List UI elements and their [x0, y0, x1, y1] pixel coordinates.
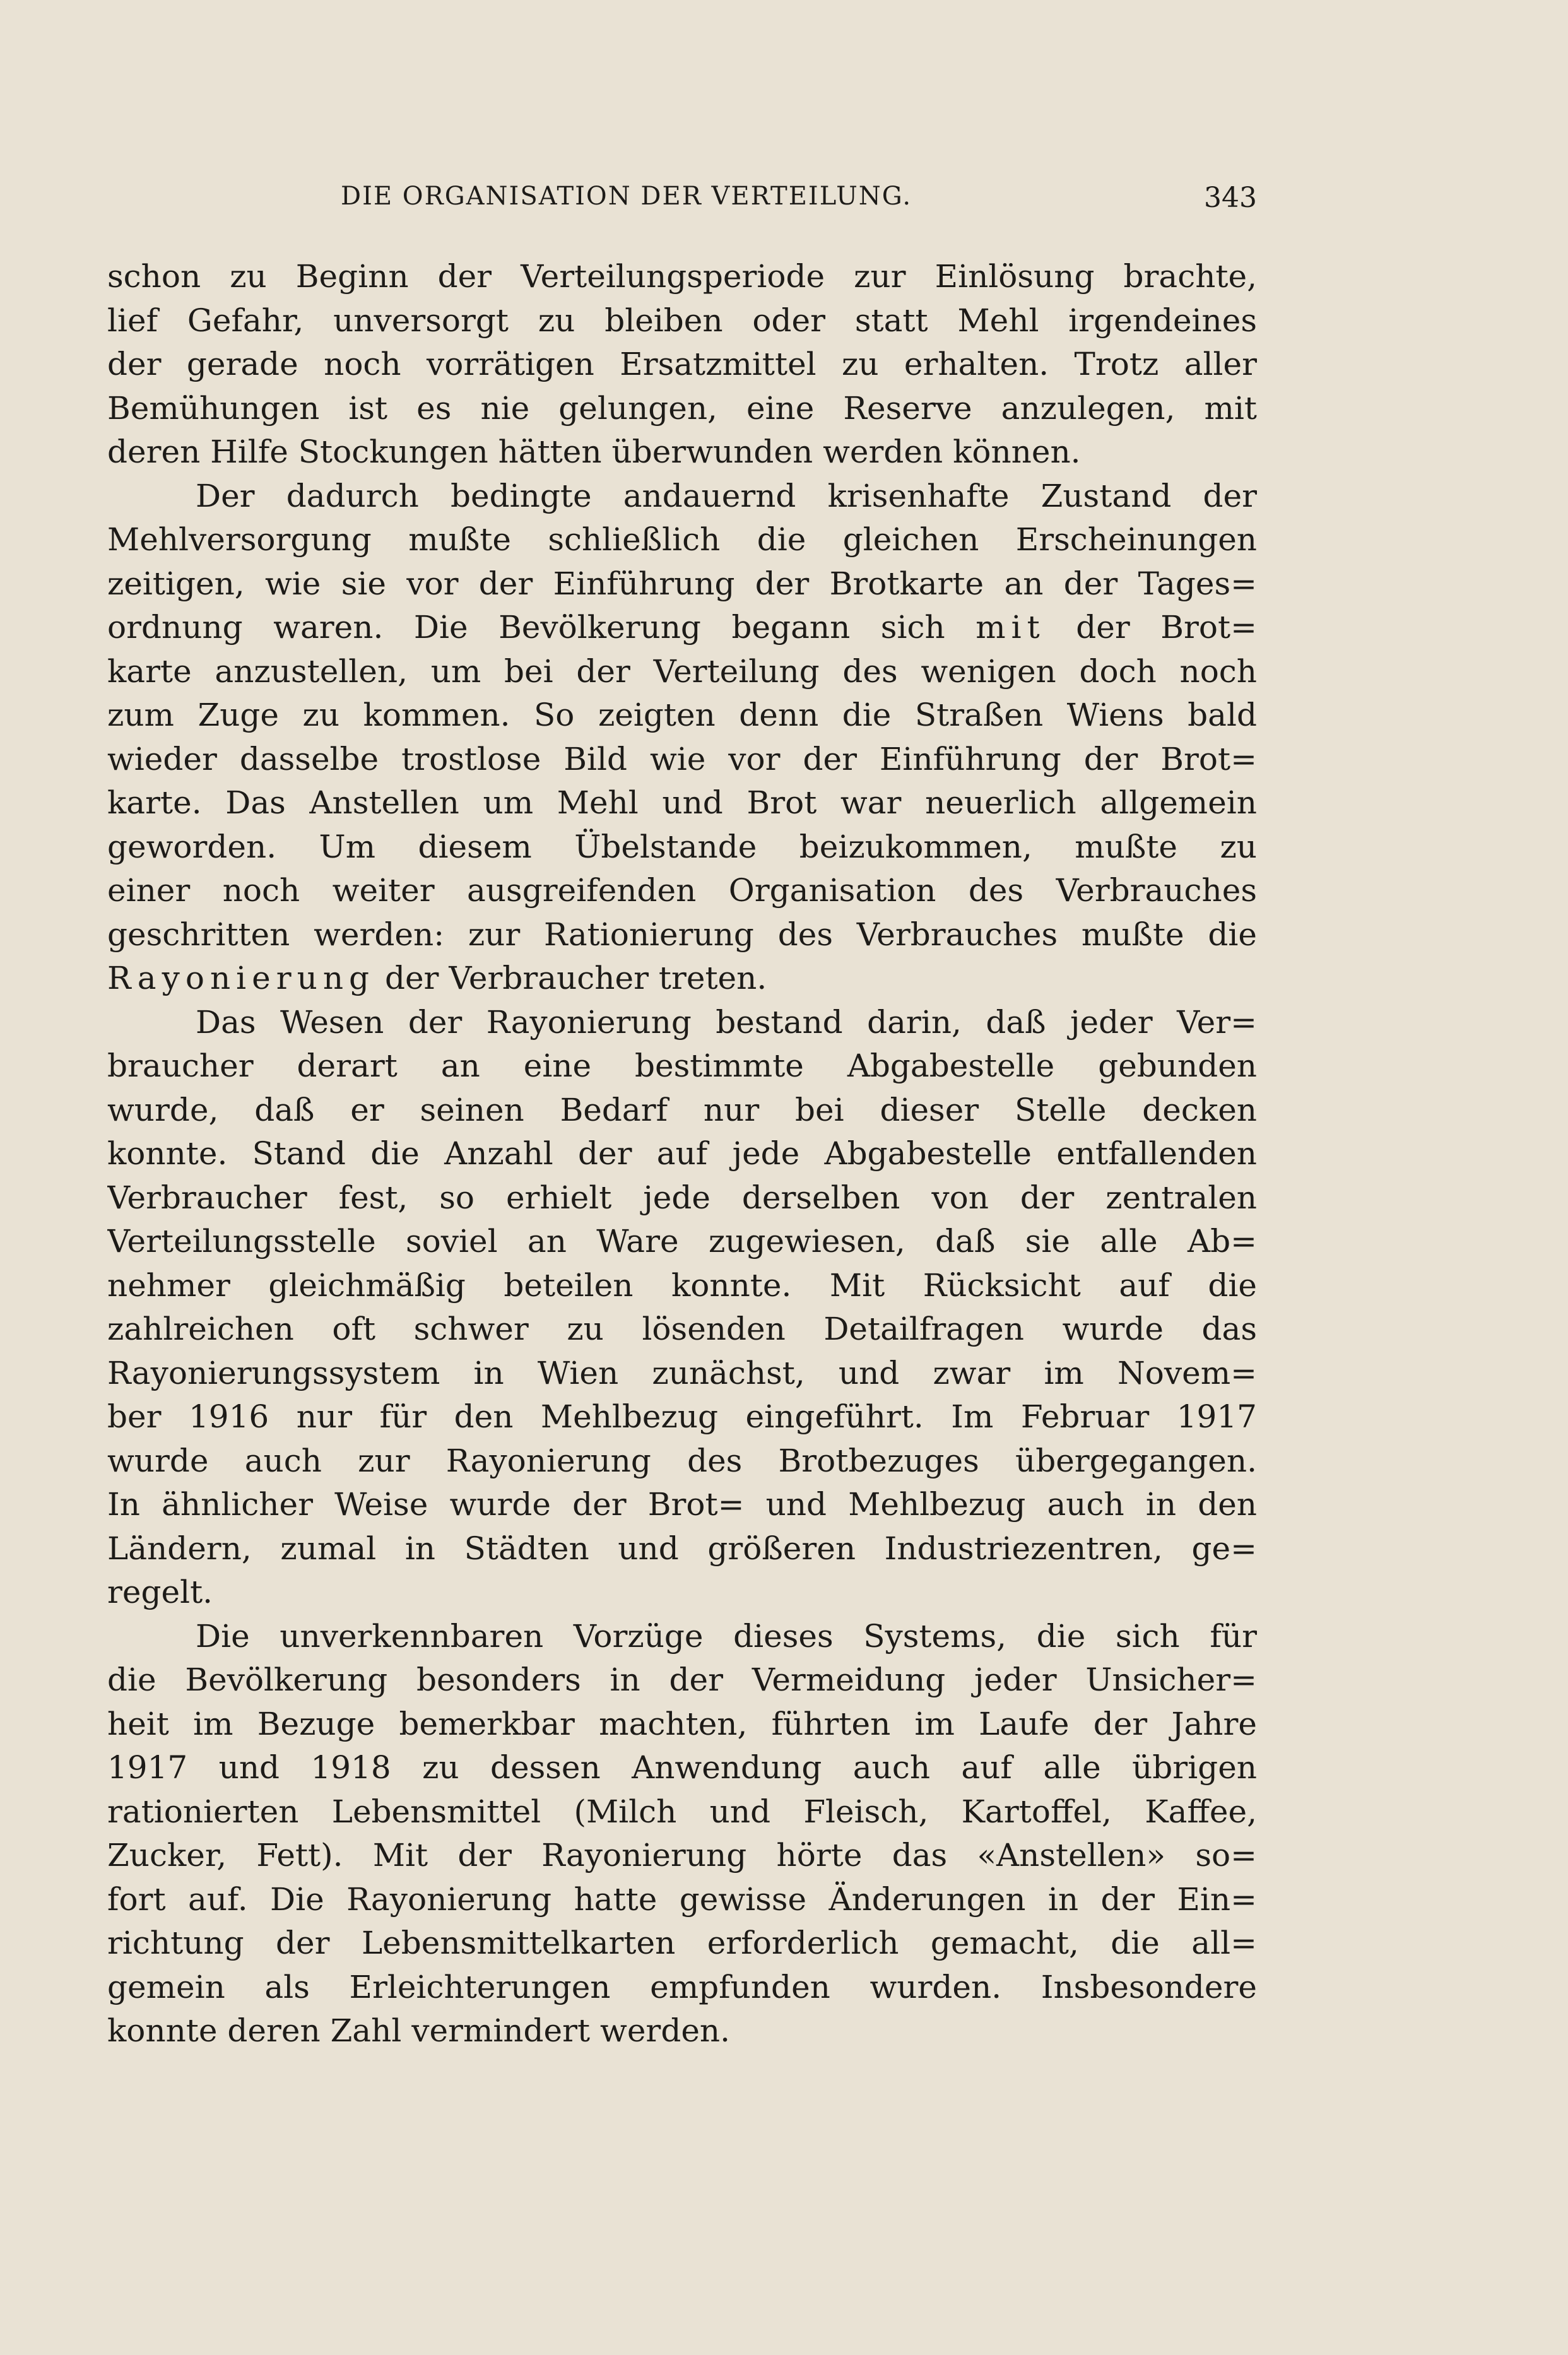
text-line: Die unverkennbaren Vorzüge dieses Systems, die sich für — [196, 1617, 1257, 1655]
text-line: zahlreichen oft schwer zu lösenden Detailfragen wurde das — [107, 1311, 1257, 1347]
paragraph — [107, 255, 1257, 475]
text-line: karte. Das Anstellen um Mehl und Brot war neuerlich allgemein — [107, 784, 1257, 821]
text-line: Das Wesen der Rayonierung bestand darin, daß jeder Ver= — [196, 1003, 1257, 1041]
text-line: Rayonierungssystem in Wien zunächst, und zwar im Novem= — [107, 1354, 1257, 1391]
text-line: Verteilungsstelle soviel an Ware zugewiesen, daß sie alle Ab= — [107, 1223, 1257, 1260]
text-line: rationierten Lebensmittel (Milch und Fleisch, Kartoffel, Kaffee, — [107, 1793, 1257, 1830]
text-line: wurde auch zur Rayonierung des Brotbezuges übergegangen. — [107, 1442, 1257, 1479]
text-line: Zucker, Fett). Mit der Rayonierung hörte das «Anstellen» so= — [107, 1837, 1257, 1874]
text-line: Verbraucher fest, so erhielt jede derselben von der zentralen — [107, 1179, 1257, 1216]
paragraph — [107, 475, 1257, 1001]
text-line: richtung der Lebensmittelkarten erforderlich gemacht, die all= — [107, 1925, 1257, 1961]
text-line: geschritten werden: zur Rationierung des Verbrauches mußte die — [107, 916, 1257, 953]
text-line: fort auf. Die Rayonierung hatte gewisse Änderungen in der Ein= — [107, 1880, 1257, 1918]
text-line: ber 1916 nur für den Mehlbezug eingeführt. Im Februar 1917 — [107, 1398, 1257, 1435]
text-line: geworden. Um diesem Übelstande beizukommen, mußte zu — [107, 828, 1257, 865]
text-line: Bemühungen ist es nie gelungen, eine Reserve anzulegen, mit — [107, 389, 1257, 427]
text-line: regelt. — [107, 1574, 213, 1610]
text-line: 1917 und 1918 zu dessen Anwendung auch auf alle übrigen — [107, 1749, 1257, 1786]
text-line: zeitigen, wie sie vor der Einführung der Brotkarte an der Tages= — [107, 565, 1257, 602]
text-line: wurde, daß er seinen Bedarf nur bei dieser Stelle decken — [107, 1091, 1257, 1128]
text-line: deren Hilfe Stockungen hätten überwunden werden können. — [107, 434, 1081, 470]
text-line: In ähnlicher Weise wurde der Brot= und Mehlbezug auch in den — [107, 1486, 1257, 1523]
text-line: die Bevölkerung besonders in der Vermeidung jeder Unsicher= — [107, 1661, 1257, 1698]
text-line: Rayonierung der Verbraucher treten. — [107, 960, 767, 996]
text-line: Mehlversorgung mußte schließlich die gleichen Erscheinungen — [107, 521, 1257, 558]
page-header — [341, 182, 1257, 220]
text-line: karte anzustellen, um bei der Verteilung des wenigen doch noch — [107, 652, 1257, 690]
text-line: braucher derart an eine bestimmte Abgabestelle gebunden — [107, 1048, 1257, 1084]
text-line: schon zu Beginn der Verteilungsperiode zur Einlösung brachte, — [107, 258, 1257, 295]
text-line: wieder dasselbe trostlose Bild wie vor der Einführung der Brot= — [107, 740, 1257, 777]
text-line: zum Zuge zu kommen. So zeigten denn die Straßen Wiens bald — [107, 697, 1257, 733]
text-line: konnte deren Zahl vermindert werden. — [107, 2012, 731, 2049]
body-text — [107, 255, 1257, 2053]
paragraph — [107, 1615, 1257, 2053]
spaced-emphasis: mit — [976, 609, 1046, 646]
text-line: lief Gefahr, unversorgt zu bleiben oder statt Mehl irgendeines — [107, 302, 1257, 339]
page-number: 343 — [1204, 182, 1257, 214]
running-title: DIE ORGANISATION DER VERTEILUNG. — [341, 182, 912, 211]
text-line: gemein als Erleichterungen empfunden wurden. Insbesondere — [107, 1968, 1257, 2005]
spaced-emphasis: Rayonierung — [107, 960, 375, 996]
text-line: der gerade noch vorrätigen Ersatzmittel zu erhalten. Trotz aller — [107, 346, 1257, 382]
text-line: Ländern, zumal in Städten und größeren Industriezentren, ge= — [107, 1530, 1257, 1567]
text-line: einer noch weiter ausgreifenden Organisation des Verbrauches — [107, 872, 1257, 909]
text-line: nehmer gleichmäßig beteilen konnte. Mit Rücksicht auf die — [107, 1266, 1257, 1304]
paragraph — [107, 1001, 1257, 1615]
text-line: konnte. Stand die Anzahl der auf jede Abgabestelle entfallenden — [107, 1135, 1257, 1172]
text-line: heit im Bezuge bemerkbar machten, führten im Laufe der Jahre — [107, 1705, 1257, 1742]
text-line: ordnung waren. Die Bevölkerung begann sich mit der Brot= — [107, 609, 1257, 646]
text-line: Der dadurch bedingte andauernd krisenhafte Zustand der — [196, 477, 1257, 514]
